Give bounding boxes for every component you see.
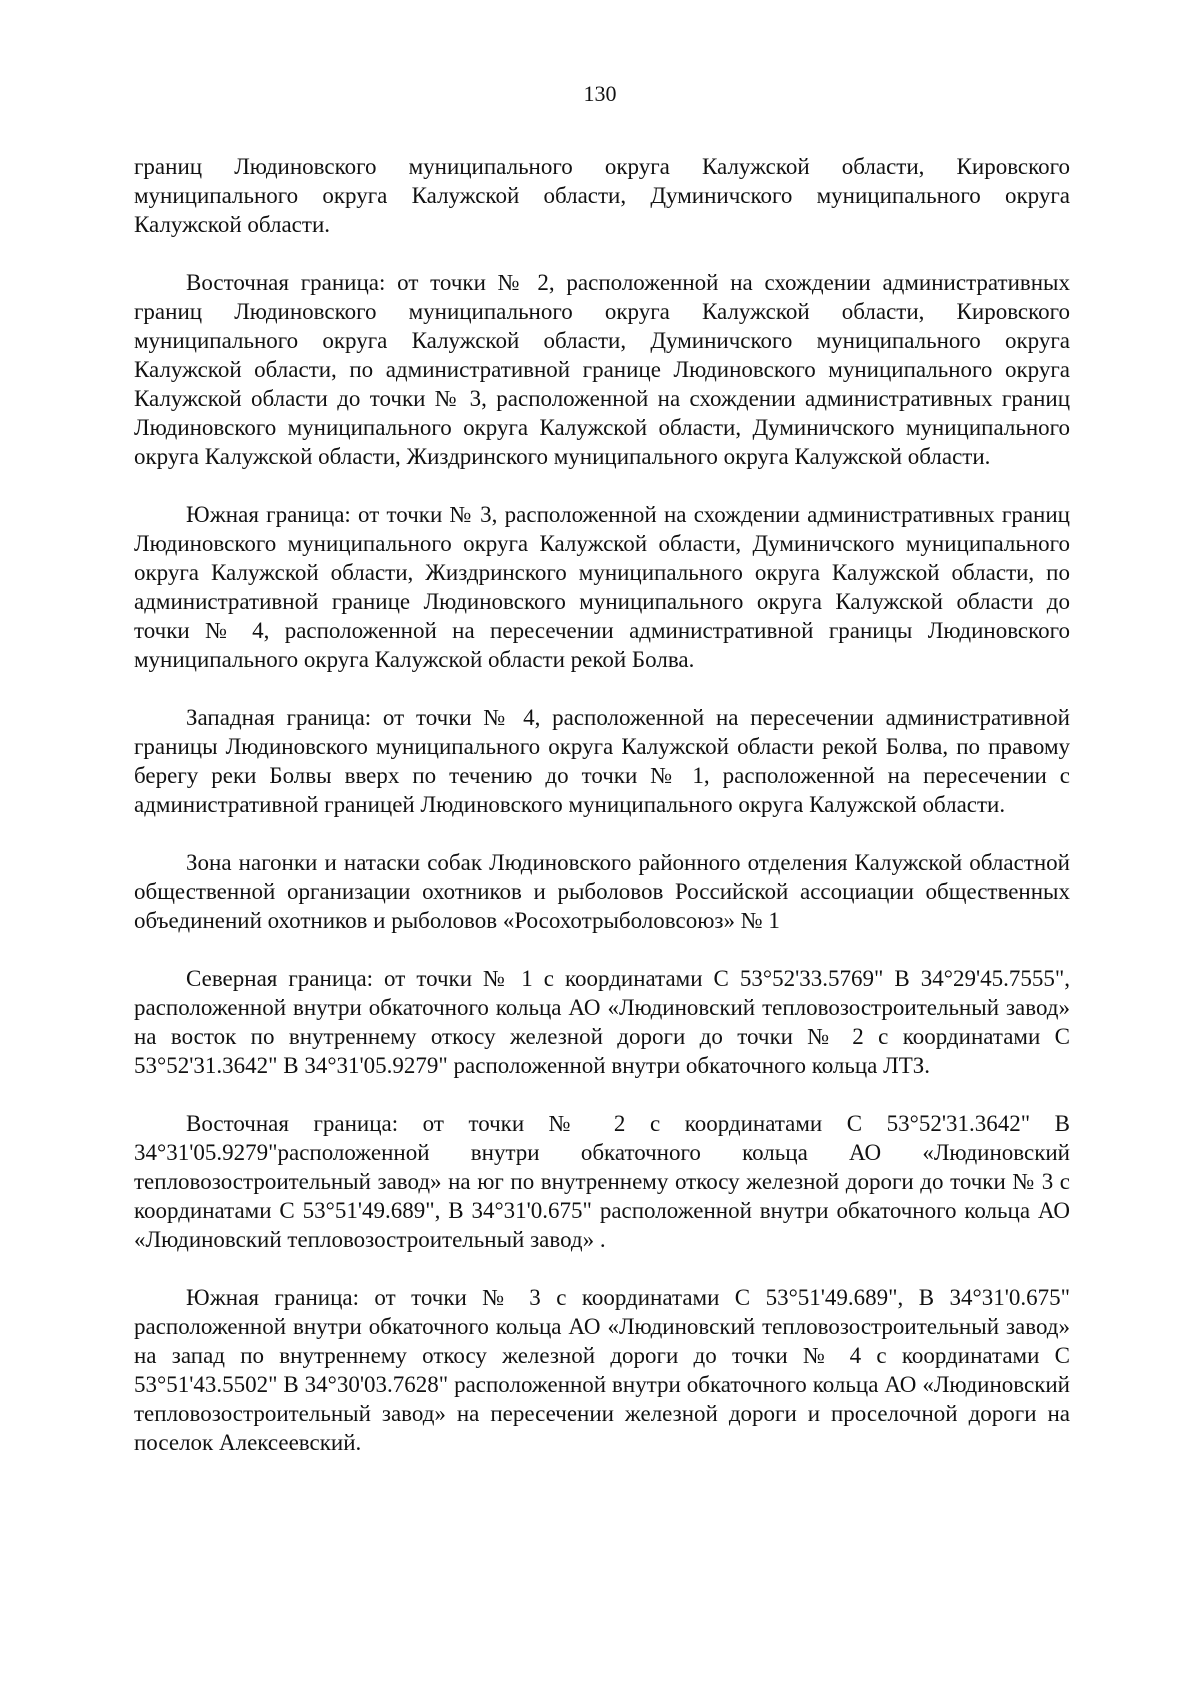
- paragraph-east-border-1: Восточная граница: от точки № 2, расположенной на схождении административных границ Людиновского муниципального округа Калужской области, Кировского муниципального округа Калужской области, Думиничского муниципального округа Калужской области, по административной границе Людиновского муниципального округа Калужской области до точки № 3, расположенной на схождении административных границ Людиновского муниципального округа Калужской области, Думиничского муниципального округа Калужской области, Жиздринского муниципального округа Калужской области.: [134, 270, 1070, 469]
- paragraph-continuation: границ Людиновского муниципального округа Калужской области, Кировского муниципального округа Калужской области, Думиничского муниципального округа Калужской области.: [134, 154, 1070, 237]
- page-number: 130: [583, 81, 617, 106]
- document-body: [134, 152, 1070, 1486]
- paragraph-south-border-1: Южная граница: от точки № 3, расположенной на схождении административных границ Людиновского муниципального округа Калужской области, Думиничского муниципального округа Калужской области, Жиздринского муниципального округа Калужской области, по административной границе Людиновского муниципального округа Калужской области до точки № 4, расположенной на пересечении административной границы Людиновского муниципального округа Калужской области рекой Болва.: [134, 502, 1070, 672]
- zone-heading: Зона нагонки и натаски собак Людиновского районного отделения Калужской областной общественной организации охотников и рыболовов Российской ассоциации общественных объединений охотников и рыболовов «Росохотрыболовсоюз» № 1: [134, 850, 1070, 933]
- paragraph-east-border-2: Восточная граница: от точки № 2 с координатами С 53°52'31.3642" В 34°31'05.9279"расположенной внутри обкаточного кольца АО «Людиновский тепловозостроительный завод» на юг по внутреннему откосу железной дороги до точки № 3 с координатами С 53°51'49.689", В 34°31'0.675" расположенной внутри обкаточного кольца АО «Людиновский тепловозостроительный завод» .: [134, 1111, 1070, 1252]
- paragraph-south-border-2: Южная граница: от точки № 3 с координатами С 53°51'49.689", В 34°31'0.675" расположенной внутри обкаточного кольца АО «Людиновский тепловозостроительный завод» на запад по внутреннему откосу железной дороги до точки № 4 с координатами С 53°51'43.5502" В 34°30'03.7628" расположенной внутри обкаточного кольца АО «Людиновский тепловозостроительный завод» на пересечении железной дороги и проселочной дороги на поселок Алексеевский.: [134, 1285, 1070, 1455]
- paragraph-north-border-2: Северная граница: от точки № 1 с координатами С 53°52'33.5769" В 34°29'45.7555", расположенной внутри обкаточного кольца АО «Людиновский тепловозостроительный завод» на восток по внутреннему откосу железной дороги до точки № 2 с координатами С 53°52'31.3642" В 34°31'05.9279" расположенной внутри обкаточного кольца ЛТЗ.: [134, 966, 1070, 1078]
- paragraph-west-border-1: Западная граница: от точки № 4, расположенной на пересечении административной границы Людиновского муниципального округа Калужской области рекой Болва, по правому берегу реки Болвы вверх по течению до точки № 1, расположенной на пересечении с административной границей Людиновского муниципального округа Калужской области.: [134, 705, 1070, 817]
